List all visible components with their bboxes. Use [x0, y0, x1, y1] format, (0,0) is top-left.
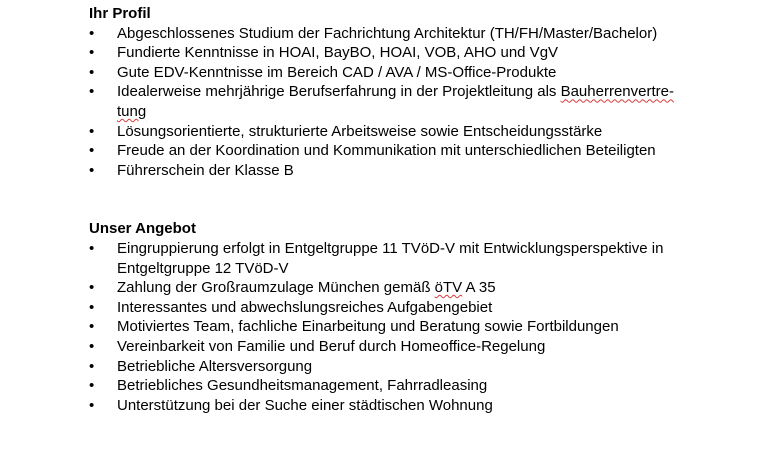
bullet-icon: • [89, 298, 95, 316]
document-body [89, 4, 729, 415]
spellcheck-word: Bauherrenvertre- [560, 83, 674, 101]
list-item-text: Interessantes und abwechslungsreiches Aufgabengebiet [117, 298, 493, 316]
list-item-text: Vereinbarkeit von Familie und Beruf durch Homeoffice-Regelung [117, 337, 546, 355]
angebot-list [89, 239, 729, 415]
bullet-icon: • [89, 337, 95, 355]
list-item-text-part: Zahlung der Großraumzulage München gemäß [117, 279, 435, 297]
list-item [89, 298, 729, 318]
list-item-text-part: A 35 [462, 279, 496, 297]
profil-list [89, 24, 729, 181]
section-heading-angebot: Unser Angebot [89, 220, 196, 238]
list-item [89, 278, 729, 298]
list-item-text [117, 278, 729, 298]
list-item-text: Eingruppierung erfolgt in Entgeltgruppe 11 TVöD-V mit Entwicklungsperspektive in [117, 239, 664, 257]
bullet-icon: • [89, 357, 95, 375]
list-item [89, 82, 729, 121]
bullet-icon: • [89, 44, 95, 62]
list-item [89, 376, 729, 396]
bullet-icon: • [89, 63, 95, 81]
list-item-text: Fundierte Kenntnisse in HOAI, BayBO, HOAI, VOB, AHO und VgV [117, 44, 559, 62]
spellcheck-word: tung [117, 102, 147, 120]
bullet-icon: • [89, 142, 95, 160]
list-item-text: Betriebliches Gesundheitsmanagement, Fahrradleasing [117, 377, 488, 395]
section-spacer [89, 180, 729, 219]
list-item [89, 161, 729, 181]
list-item-text [117, 82, 729, 102]
bullet-icon: • [89, 377, 95, 395]
bullet-icon: • [89, 161, 95, 179]
list-item-text: Motiviertes Team, fachliche Einarbeitung und Beratung sowie Fortbildungen [117, 318, 619, 336]
list-item [89, 317, 729, 337]
bullet-icon: • [89, 396, 95, 414]
section-heading-profil: Ihr Profil [89, 5, 151, 22]
bullet-icon: • [89, 122, 95, 140]
list-item [89, 43, 729, 63]
spellcheck-word: öTV [434, 279, 463, 297]
list-item-text-part: Idealerweise mehrjährige Berufserfahrung in der Projektleitung als [117, 83, 561, 101]
bullet-icon: • [89, 239, 95, 257]
list-item [89, 63, 729, 83]
list-item [89, 122, 729, 142]
list-item [89, 337, 729, 357]
list-item-text: Unterstützung bei der Suche einer städtischen Wohnung [117, 396, 493, 414]
list-item [89, 357, 729, 377]
list-item [89, 141, 729, 161]
list-item-text: Abgeschlossenes Studium der Fachrichtung Architektur (TH/FH/Master/Bachelor) [117, 24, 658, 42]
list-item-text: Führerschein der Klasse B [117, 161, 294, 179]
bullet-icon: • [89, 24, 95, 42]
list-item-text: Gute EDV-Kenntnisse im Bereich CAD / AVA / MS-Office-Produkte [117, 63, 557, 81]
list-item [89, 239, 729, 278]
bullet-icon: • [89, 83, 95, 101]
list-item-text: Entgeltgruppe 12 TVöD-V [117, 259, 289, 277]
list-item-text: Betriebliche Altersversorgung [117, 357, 313, 375]
list-item-text: Lösungsorientierte, strukturierte Arbeitsweise sowie Entscheidungsstärke [117, 122, 603, 140]
list-item [89, 396, 729, 416]
bullet-icon: • [89, 318, 95, 336]
list-item [89, 24, 729, 44]
bullet-icon: • [89, 279, 95, 297]
list-item-text: Freude an der Koordination und Kommunikation mit unterschiedlichen Beteiligten [117, 142, 656, 160]
